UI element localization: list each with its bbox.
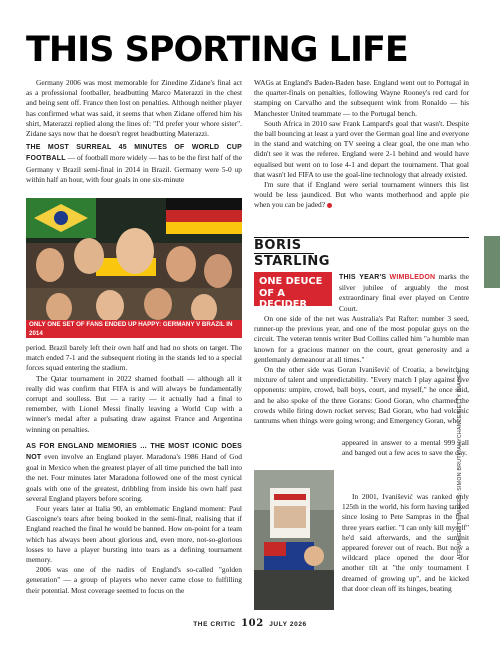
paragraph bbox=[254, 180, 469, 211]
column-2-lead bbox=[339, 272, 469, 314]
paragraph: South Africa in 2010 saw Frank Lampard's goal that wasn't. Despite the ball bouncing at least a yard over the German goal line and everyone in the stand and watching on TV seeing a clear goal, the one man who didn't see it was the referee. England were 2-1 behind and would have equalised but went on to lose 4-1 and depart the tournament. That goal that wasn't led FIFA to use the goal-line technology that already existed. bbox=[254, 118, 469, 179]
magazine-name: THE CRITIC bbox=[193, 621, 236, 628]
fan-face bbox=[144, 288, 172, 320]
paragraph-text: — of football more widely — has to be the first half of the Germany v Brazil semi-final in 2014 in Brazil. Germany were 5-0 up within half an hour, with four goals in one six-minute bbox=[26, 153, 242, 184]
page-number: 102 bbox=[241, 618, 264, 629]
adjacent-page-image bbox=[484, 236, 500, 288]
column-2-top bbox=[254, 78, 469, 211]
fan-face bbox=[46, 293, 72, 323]
fans-photo bbox=[26, 198, 242, 338]
paragraph: WAGs at England's Baden-Baden base. England went out to Portugal in the quarter-finals on penalties, following Wayne Rooney's red card for stamping on Carvalho and the subsequent wink from Ronaldo — his Manchester United teammate — to the Portugal bench. bbox=[254, 78, 469, 118]
fan-face bbox=[116, 228, 154, 274]
column-1-top bbox=[26, 78, 242, 185]
paragraph bbox=[26, 441, 242, 504]
paragraph-text: marks the silver jubilee of arguably the most extraordinary final ever played on Centre Court. bbox=[339, 272, 469, 313]
ivanisevic-photo-illustration bbox=[254, 470, 334, 610]
paragraph-text: even involve an England player. Maradona's 1986 Hand of God goal in Mexico when the greatest player of all time punched the ball into the net. Four minutes later Maradona followed one of the most cynical goals with one of the greatest, dribbling from inside his own half past several England players before scoring. bbox=[26, 452, 242, 503]
issue-date: JULY 2026 bbox=[269, 621, 307, 628]
paragraph bbox=[339, 272, 469, 314]
photo-credit: AFP VIA GETTY IMAGES; SIMON BRUTY/ANYCHANCE/GETTY IMAGES bbox=[457, 370, 463, 560]
column-2-right bbox=[342, 492, 469, 594]
paragraph: appeared in answer to a mental 999 call and banged out a few aces to save the day. bbox=[342, 438, 469, 458]
masthead-title: THIS SPORTING LIFE bbox=[26, 30, 408, 70]
paragraph: Germany 2006 was most memorable for Zinedine Zidane's final act as a professional footballer, headbutting Marco Materazzi in the chest and being sent off. France then lost on penalties. Although neither player has confirmed what was said, it seems that when Zidane offered him his shirt, Materazzi replied along the lines of: "I'd prefer your whore sister". Zidane says now that he doesn't regret headbutting Materazzi. bbox=[26, 78, 242, 139]
photo-caption: ONLY ONE SET OF FANS ENDED UP HAPPY: GERMANY V BRAZIL IN 2014 bbox=[26, 320, 242, 338]
paragraph: Four years later at Italia 90, an emblematic England moment: Paul Gascoigne's tears after being booked in the semi-final, realising that if England reached the final he would be banned. How on-point for a team which has always been about glorious and, even more, not-so-glorious losses to have a player bursting into tears as a defining tournament memory. bbox=[26, 504, 242, 565]
fan-face bbox=[74, 238, 104, 274]
byline-first-name: BORIS bbox=[254, 238, 302, 253]
paragraph: 2006 was one of the nadirs of England's so-called "golden generation" — a group of players who never came close to fulfilling their potential. Most coverage seemed to focus on the bbox=[26, 565, 242, 595]
paragraph bbox=[26, 142, 242, 185]
paragraph-text: I'm sure that if England were serial tournament winners this list would be less jaundiced. But who wants motherhood and apple pie when you can be jaded? bbox=[254, 180, 469, 210]
kicker: AS FOR ENGLAND MEMORIES … THE MOST ICONIC DOES NOT bbox=[26, 442, 242, 462]
masthead bbox=[26, 28, 446, 72]
paragraph: The Qatar tournament in 2022 shamed football — although all it really did was confirm that FIFA is and will always be fundamentally corrupt and soulless. But — a rarity — it actually had a final to remember, with Lionel Messi finally leaving a World Cup with a winner's medal after a pulsating draw against France and Argentina winning on penalties. bbox=[26, 373, 242, 434]
ivanisevic-photo bbox=[254, 470, 334, 610]
paragraph: On the other side was Goran Ivanišević of Croatia, a bewitching mixture of talent and unpredictability. "Every match I play against five opponents: umpire, crowd, ball boys, court, and myself," he once said, and he also spoke of the three Gorans: Good Goran, who charmed the crowds while firing down rocket serves; Bad Goran, who had volcanic tantrums when things were going wrong; and Emergency Goran, who bbox=[254, 365, 469, 426]
lead-highlight: WIMBLEDON bbox=[389, 274, 436, 281]
paragraph: In 2001, Ivanišević was ranked only 125th in the world, his form having tanked since losing to Pete Sampras in the final three years earlier. "I can only kill myself" he'd said afterwards, and the summit appeared forever out of reach. But now a wildcard place opened the door for another tilt at "the only tournament I dreamed of growing up", and he kicked that door clean off its hinges, beating bbox=[342, 492, 469, 593]
column-1-bottom bbox=[26, 343, 242, 596]
fan-face bbox=[96, 290, 124, 322]
fan-face bbox=[204, 254, 232, 288]
fan-face bbox=[166, 246, 196, 282]
page-footer bbox=[0, 618, 500, 629]
byline-last-name: STARLING bbox=[254, 254, 330, 269]
paragraph: period. Brazil barely left their own half and had no shots on target. The match ended 7-1 and the subsequent rioting in the stands led to a special forces squad entering the stadium. bbox=[26, 343, 242, 373]
column-2-middle bbox=[254, 314, 469, 426]
end-mark-icon bbox=[327, 203, 332, 208]
paragraph: On one side of the net was Australia's Pat Rafter: number 3 seed, runner-up the previous year, and one of the most popular guys on the circuit. The veteran tennis writer Bud Collins called him "a humble man known for a gracious manner on the court, great generosity and a gentlemanly demeanour at all times." bbox=[254, 314, 469, 364]
fan-face bbox=[36, 248, 64, 282]
column-2-bottom bbox=[342, 438, 469, 458]
lead-caps: THIS YEAR'S bbox=[339, 274, 387, 281]
kicker: THE MOST SURREAL 45 MINUTES OF WORLD CUP FOOTBALL bbox=[26, 144, 242, 163]
section-heading: ONE DEUCE OF A DECIDER bbox=[254, 272, 332, 306]
byline bbox=[254, 236, 469, 268]
